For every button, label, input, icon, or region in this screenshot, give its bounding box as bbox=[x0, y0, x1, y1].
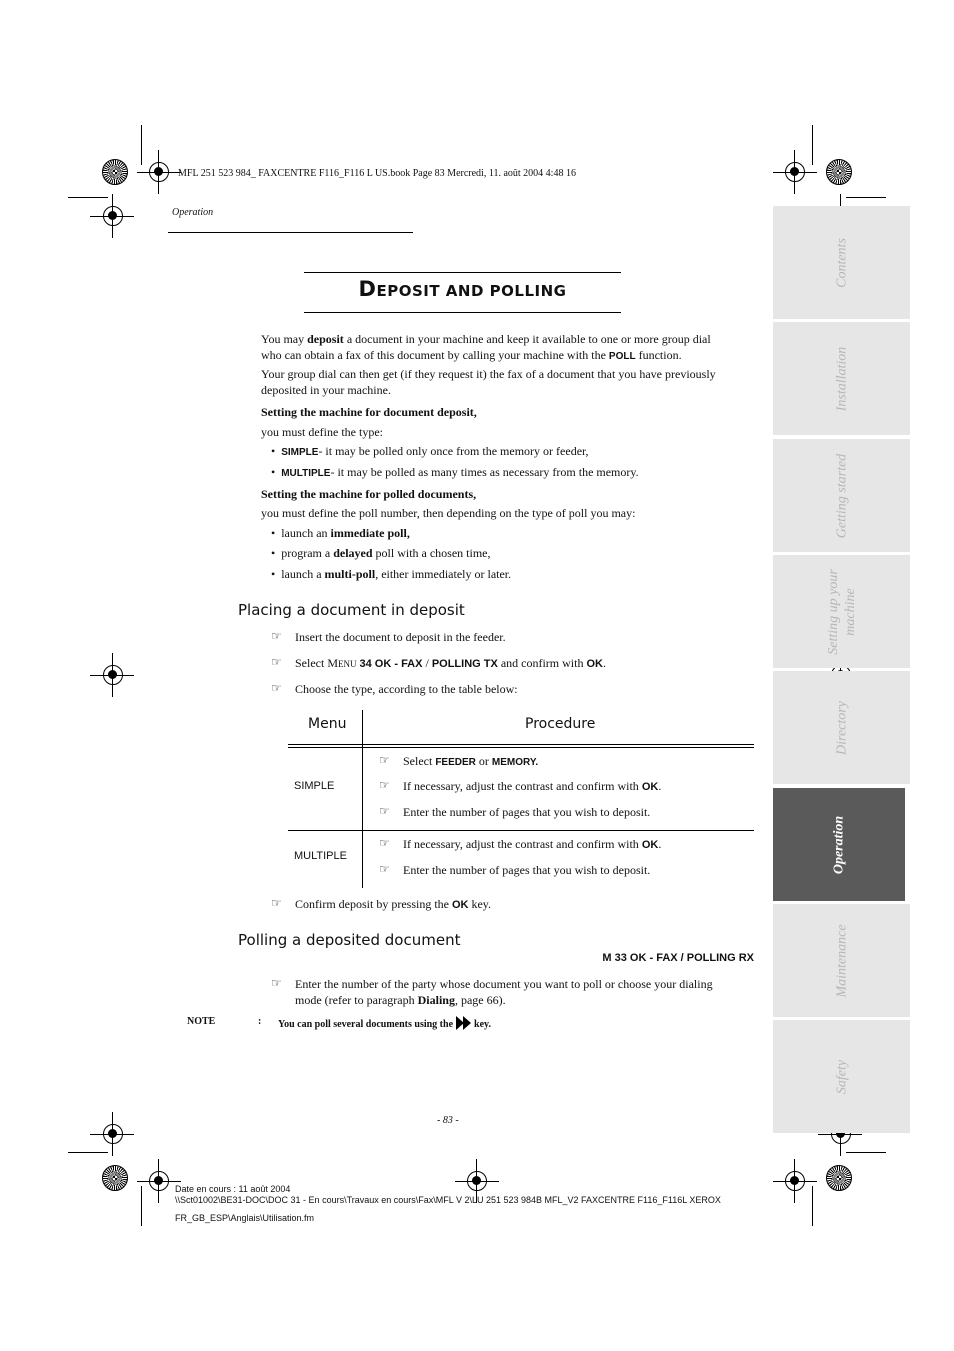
color-wheel-mark bbox=[102, 159, 128, 185]
pointing-hand-icon: ☞ bbox=[379, 836, 390, 850]
table-header-procedure: Procedure bbox=[525, 716, 596, 732]
list-item: • MULTIPLE- it may be polled as many times as necessary from the memory. bbox=[271, 465, 639, 479]
note-label: NOTE bbox=[187, 1016, 216, 1027]
section-heading-polling: Polling a deposited document bbox=[238, 931, 461, 949]
tab-getting-started[interactable]: Getting started bbox=[773, 439, 910, 552]
table-cell: If necessary, adjust the contrast and confirm with OK. bbox=[403, 837, 662, 851]
tab-safety[interactable]: Safety bbox=[773, 1020, 910, 1133]
note-colon: : bbox=[258, 1016, 262, 1027]
footer-date: Date en cours : 11 août 2004 bbox=[175, 1184, 291, 1194]
table-cell: Enter the number of pages that you wish to deposit. bbox=[403, 863, 651, 877]
polled-sub: you must define the poll number, then depending on the type of poll you may: bbox=[261, 506, 636, 520]
pointing-hand-icon: ☞ bbox=[379, 778, 390, 792]
intro-paragraph-1: You may deposit a document in your machine and keep it available to one or more group dial who can obtain a fax of this document by calling your machine with the POLL function. bbox=[261, 332, 711, 362]
pointing-hand-icon: ☞ bbox=[379, 804, 390, 818]
note-text: You can poll several documents using the key. bbox=[278, 1016, 491, 1030]
step-enter-party: Enter the number of the party whose document you want to poll or choose your dialing mode (refer to paragraph Dialing, page 66). bbox=[295, 977, 713, 1007]
deposit-heading: Setting the machine for document deposit, bbox=[261, 405, 477, 419]
pointing-hand-icon: ☞ bbox=[271, 655, 282, 669]
list-item: • SIMPLE- it may be polled only once from the memory or feeder, bbox=[271, 444, 589, 458]
pointing-hand-icon: ☞ bbox=[379, 753, 390, 767]
menu-shortcut: M 33 OK - FAX / POLLING RX bbox=[602, 952, 754, 964]
step-choose-type: Choose the type, according to the table below: bbox=[295, 682, 518, 696]
double-arrow-icon bbox=[456, 1016, 472, 1030]
pointing-hand-icon: ☞ bbox=[271, 629, 282, 643]
step-confirm-deposit: Confirm deposit by pressing the OK key. bbox=[295, 897, 492, 911]
polled-heading: Setting the machine for polled documents, bbox=[261, 487, 477, 501]
header-rule bbox=[168, 232, 413, 233]
page-number: - 83 - bbox=[437, 1115, 459, 1126]
pointing-hand-icon: ☞ bbox=[271, 681, 282, 695]
table-cell: Enter the number of pages that you wish to deposit. bbox=[403, 805, 651, 819]
intro-paragraph-2: Your group dial can then get (if they request it) the fax of a document that you have previously deposited in your machine. bbox=[261, 367, 716, 397]
tab-operation[interactable]: Operation bbox=[773, 788, 905, 901]
deposit-sub: you must define the type: bbox=[261, 425, 383, 439]
step-insert: Insert the document to deposit in the feeder. bbox=[295, 630, 506, 644]
file-info-line: MFL 251 523 984_ FAXCENTRE F116_F116 L US.book Page 83 Mercredi, 11. août 2004 4:48 16 bbox=[178, 168, 576, 179]
page-title-box bbox=[304, 272, 621, 313]
footer-path: \\Sct01002\BE31-DOC\DOC 31 - En cours\Travaux en cours\Fax\MFL V 2\LU 251 523 984B MFL_V2 FAXCENTRE F116_F116L XEROX bbox=[175, 1195, 721, 1205]
pointing-hand-icon: ☞ bbox=[271, 896, 282, 910]
color-wheel-mark bbox=[826, 1165, 852, 1191]
section-heading-deposit: Placing a document in deposit bbox=[238, 601, 465, 619]
tab-setting-up[interactable]: Setting up your machine bbox=[773, 555, 910, 668]
footer-file: FR_GB_ESP\Anglais\Utilisation.fm bbox=[175, 1213, 315, 1223]
table-row-multiple-menu: MULTIPLE bbox=[294, 850, 347, 862]
pointing-hand-icon: ☞ bbox=[379, 862, 390, 876]
tab-maintenance[interactable]: Maintenance bbox=[773, 904, 910, 1017]
list-item: • launch an immediate poll, bbox=[271, 526, 410, 540]
pointing-hand-icon: ☞ bbox=[271, 976, 282, 990]
color-wheel-mark bbox=[826, 159, 852, 185]
list-item: • program a delayed poll with a chosen time, bbox=[271, 546, 491, 560]
color-wheel-mark bbox=[102, 1165, 128, 1191]
table-cell: If necessary, adjust the contrast and confirm with OK. bbox=[403, 779, 662, 793]
tab-installation[interactable]: Installation bbox=[773, 322, 910, 435]
list-item: • launch a multi-poll, either immediately or later. bbox=[271, 567, 512, 581]
tab-contents[interactable]: Contents bbox=[773, 206, 910, 319]
step-select-menu: Select MENU 34 OK - FAX / POLLING TX and confirm with OK. bbox=[295, 656, 606, 670]
table-header-menu: Menu bbox=[308, 716, 347, 732]
tab-directory[interactable]: Directory bbox=[773, 671, 910, 784]
page-title: DEPOSIT AND POLLING bbox=[358, 277, 567, 301]
running-title: Operation bbox=[172, 207, 214, 218]
table-cell: Select FEEDER or MEMORY. bbox=[403, 754, 539, 768]
table-row-simple-menu: SIMPLE bbox=[294, 780, 335, 792]
